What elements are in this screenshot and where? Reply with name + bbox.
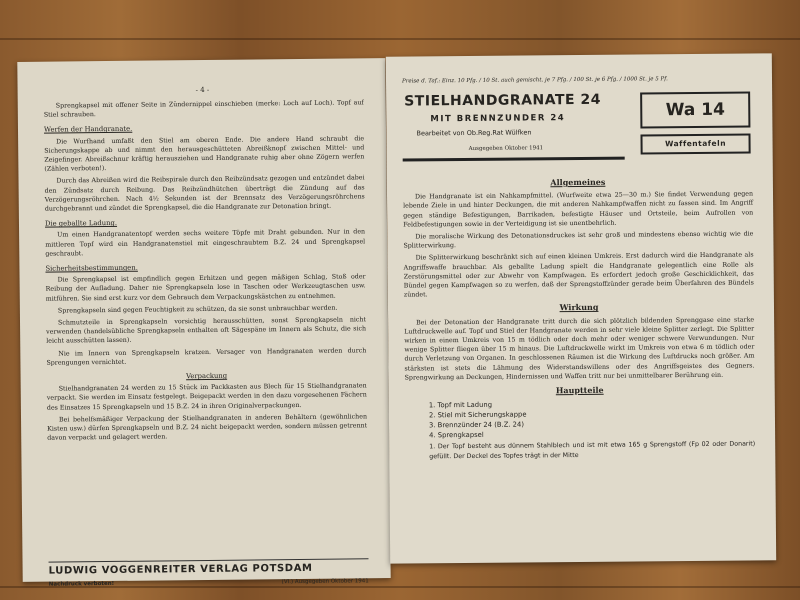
paragraph: Stielhandgranaten 24 werden zu 15 Stück im Packkasten aus Blech für 15 Stielhandgranaten verpackt. Sie werden im Einsatz festgelegt. Beigepackt werden in den dazu vorgesehenen Fächern des Einsatzes 15 Sprengkapseln und 15 B.Z. 24 in ihren Originalverpackungen. <box>46 382 367 412</box>
section-heading: Werfen der Handgranate. <box>43 125 133 135</box>
paragraph: Bei behelfsmäßiger Verpackung der Stielhandgranaten in anderen Behältern (gewöhnlichen Kisten usw.) dürfen Sprengkapseln und B.Z. 24 nicht beigepackt werden, sondern müssen getrennt davon verpackt und gelagert werden. <box>47 413 368 442</box>
paragraph: Um einen Handgranatentopf werden sechs weitere Töpfe mit Draht gebunden. Nur in den mittleren Topf wird ein Handgranatenstiel mit eingeschraubtem B.Z. 24 und Sprengkapsel geschraubt. <box>45 228 366 258</box>
code-box: Wa 14 <box>640 92 750 129</box>
paragraph: Die Wurfhand umfaßt den Stiel am oberen Ende. Die andere Hand schraubt die Sicherungskappe ab und nimmt den herausgeschütteten Abreißknopf zwischen Mittel- und Zeigefinger. Abreißschnur kräftig herausziehen und Handgranate ruhig aber ohne Zögern werfen (Zählen verboten!). <box>44 134 365 173</box>
right-page <box>386 53 776 563</box>
paragraph: Durch das Abreißen wird die Reibspirale durch den Reibzündsatz gezogen und entzündet dabei den Zündsatz durch Reibung. Das Reibzündhütchen überträgt die Zündung auf das Verzögerungsröhrchen. Nach 4½ Sekunden ist der Brennsatz des Verzögerungsröhrchens durchgebrannt und zündet die Sprengkapsel, die die Handgranate zur Detonation bringt. <box>44 174 365 213</box>
paragraph: Die Splitterwirkung beschränkt sich auf einen kleinen Umkreis. Erst dadurch wird die Handgranate als Angriffswaffe brauchbar. Als geballte Ladung spielt die Handgranate gelegentlich eine Rolle als Zerstörungsmittel oder zur Abwehr von Kampfwagen. Es erfordert jedoch große Geschicklichkeit, das Bündel gegen Kampfwagen so zu werfen, daß der Sprengstoffzünder gerade beim Überfahren des Bündels zündet. <box>403 251 754 299</box>
parts-list <box>429 398 755 441</box>
document-subtitle: MIT BRENNZUNDER 24 <box>430 113 566 125</box>
list-item: 3. Brennzünder 24 (B.Z. 24) <box>428 420 525 430</box>
list-item: 4. Sprengkapsel <box>429 431 484 440</box>
paragraph: Schmutzteile in Sprengkapseln vorsichtig herausschütten, sonst Sprengkapseln nicht verwenden (handelsübliche Sprengkapseln enthalten oft Sägespäne im Innern als Schutz, die sich leicht ausschütten lassen). <box>46 316 367 346</box>
final-paragraph: 1. Der Topf besteht aus dünnem Stahlblech und ist mit etwa 165 g Sprengstoff (Fp 02 oder Donarit) gefüllt. Der Deckel des Topfes trägt in der Mitte <box>429 440 756 461</box>
paragraph: Die Sprengkapsel ist empfindlich gegen Erhitzen und gegen mäßigen Schlag, Stoß oder Reibung der Aufladung. Daher nie Sprengkapseln lose in Taschen oder Werkzeugtaschen usw. mitführen. Sie sind erst kurz vor dem Gebrauch dem Verpackungskästchen zu entnehmen. <box>45 273 366 303</box>
list-item: 1. Topf mit Ladung <box>428 401 493 410</box>
paragraph: Die Handgranate ist ein Nahkampfmittel. (Wurfweite etwa 25—30 m.) Sie findet Verwendung gegen lebende Ziele in und hinter Deckungen, die mit anderen Nahkampfwaffen nicht zu fassen sind. Im Angriff gegen ständige Befestigungen, Barrikaden, befestigte Häuser und Ortsteile, beim Aufrollen von Feldbefestigungen sowie in der Verteidigung ist sie unentbehrlich. <box>403 190 754 229</box>
title-rule <box>403 157 625 162</box>
right-page-body <box>403 171 755 461</box>
paragraph: Bei der Detonation der Handgranate tritt durch die sich plötzlich bildenden Sprenggase eine starke Luftdruckwelle auf. Topf und Stiel der Handgranate werden in sehr viele kleine Splitter zerlegt. Die Splitter wirken in einem Umkreis von 15 m tödlich oder doch mehr oder weniger schwere Verwundungen. Nur wenige Splitter fliegen über 15 m hinaus. Die Luftdruckwelle wirkt im Umkreis von etwa 6 m tödlich oder durch Verletzung von Organen. In geschlossenen Räumen ist die Wirkung des Luftdrucks noch größer. Am stärksten ist stets die Lähmung des Widerstandswillens oder des Angriffsgeistes des Gegners. Sprengwirkung an Deckungen, Hindernissen und Waffen tritt nur bei unmittelbarer Berührung ein. <box>404 316 755 382</box>
section-heading: Allgemeines <box>550 176 606 188</box>
section-heading: Verpackung <box>186 371 228 381</box>
issue-date: Ausgegeben Oktober 1941 <box>468 145 544 152</box>
left-page-body <box>44 84 368 446</box>
left-page <box>17 58 390 588</box>
section-heading: Hauptteile <box>555 384 604 396</box>
section-heading: Die geballte Ladung. <box>44 219 118 228</box>
editor-line: Bearbeitet von Ob.Reg.Rat Wülfken <box>416 128 532 138</box>
paragraph: Die moralische Wirkung des Detonationsdruckes ist sehr groß und mindestens ebenso wichtig wie die Splitterwirkung. <box>403 230 754 250</box>
section-heading: Wirkung <box>559 302 599 313</box>
reprint-note: Nachdruck verboten! <box>48 580 115 588</box>
price-line: Preise d. Taf.: Einz. 10 Pfg. / 10 St. auch gemischt, je 7 Pfg. / 100 St. je 6 Pfg. / 1000 St. je 5 Pf. <box>401 76 668 85</box>
intro-text: Sprengkapsel mit offener Seite in Zündernippel einschieben (merke: Loch auf Loch). Topf auf Stiel schrauben. <box>43 99 364 119</box>
page-number: - 4 - <box>195 85 210 95</box>
section-heading: Sicherheitsbestimmungen. <box>45 263 138 273</box>
series-box: Waffentafeln <box>640 134 750 155</box>
publisher-name: LUDWIG VOGGENREITER VERLAG POTSDAM <box>49 558 369 576</box>
document-title: STIELHANDGRANATE 24 <box>404 91 602 110</box>
edition-note: (VI.) Ausgegeben Oktober 1941 <box>281 578 369 586</box>
paragraph: Sprengkapseln sind gegen Feuchtigkeit zu schützen, da sie sonst unbrauchbar werden. <box>57 304 338 315</box>
paragraph: Nie im Innern von Sprengkapseln kratzen. Versager von Handgranaten werden durch Sprengungen vernichtet. <box>46 346 367 367</box>
list-item: 2. Stiel mit Sicherungskappe <box>428 410 527 420</box>
